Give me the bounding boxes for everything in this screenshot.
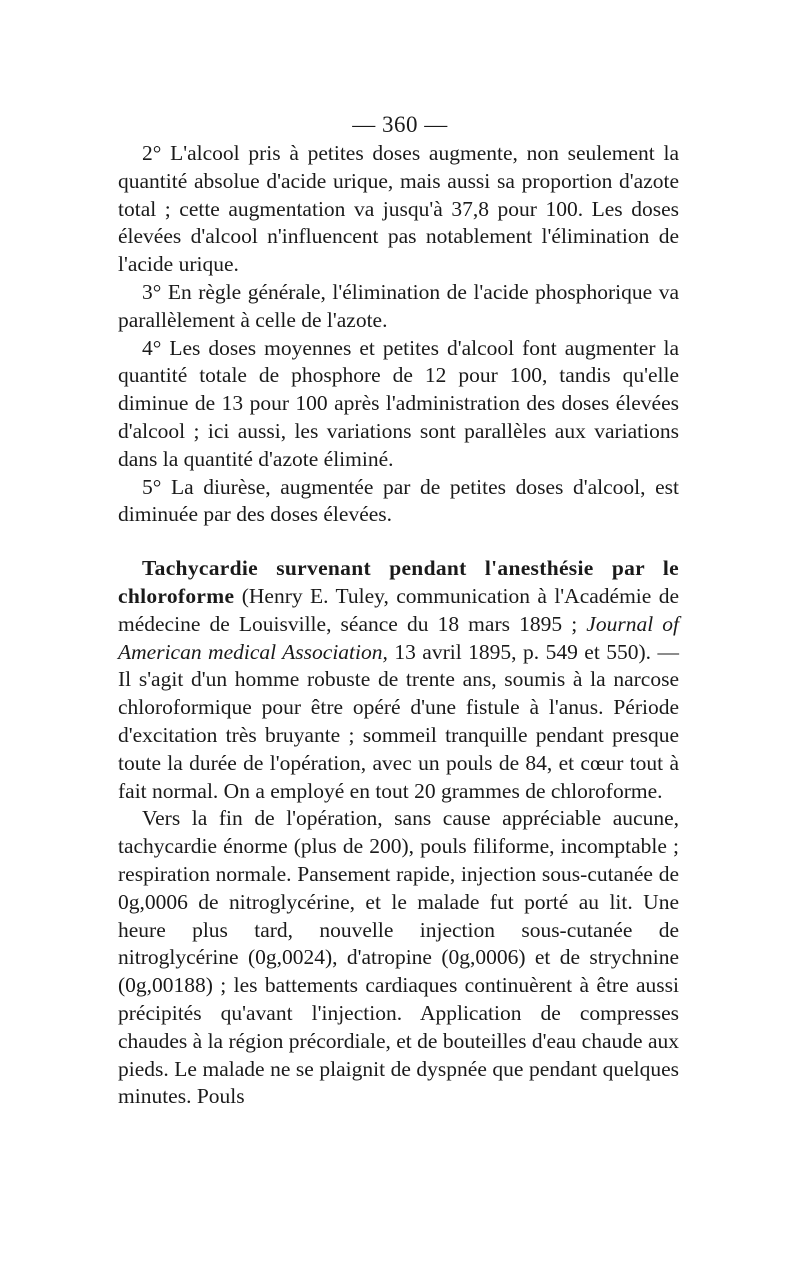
article-paragraph: [118, 555, 679, 805]
conclusion-3: 3° En règle générale, l'élimination de l'acide phosphorique va parallèlement à celle de l'azote.: [118, 279, 679, 332]
conclusion-4: 4° Les doses moyennes et petites d'alcool font augmenter la quantité totale de phosphore de 12 pour 100, tandis qu'elle diminue de 13 pour 100 après l'administration des doses élevées d'alcool ; ici aussi, les variations sont parallèles aux variations dans la quantité d'azote éliminé.: [118, 335, 679, 471]
article-heading: Tachycardie survenant pendant l'anesthésie par le chloroforme: [118, 556, 679, 608]
journal-title: Journal of American medical Association,: [118, 611, 679, 664]
conclusion-2: 2° L'alcool pris à petites doses augmente, non seulement la quantité absolue d'acide urique, mais aussi sa proportion d'azote total ; cette augmentation va jusqu'à 37,8 pour 100. Les doses élevées d'alcool n'influencent pas notablement l'élimination de l'acide urique.: [118, 141, 679, 277]
case-continuation: Vers la fin de l'opération, sans cause appréciable aucune, tachycardie énorme (plus de 200), pouls filiforme, incomptable ; respiration normale. Pansement rapide, injection sous-cutanée de 0g,0006 de nitroglycérine, et le malade fut porté au lit. Une heure plus tard, nouvelle injection sous-cutanée de nitroglycérine (0g,0024), d'atropine (0g,0006) et de strychnine (0g,00188) ; les battements cardiaques continuèrent à être aussi précipités qu'avant l'injection. Application de compresses chaudes à la région précordiale, et de bouteilles d'eau chaude aux pieds. Le malade ne se plaignit de dyspnée que pendant quelques minutes. Pouls: [118, 806, 679, 1109]
page-number: — 360 —: [352, 112, 448, 137]
body-text: [118, 140, 679, 1111]
conclusion-5: 5° La diurèse, augmentée par de petites doses d'alcool, est diminuée par des doses élevées.: [118, 474, 679, 527]
article-citation: (Henry E. Tuley, communication à l'Académie de médecine de Louisville, séance du 18 mars 1895 ;: [118, 583, 679, 636]
case-description: 13 avril 1895, p. 549 et 550). — Il s'agit d'un homme robuste de trente ans, soumis à la narcose chloroformique pour être opéré d'une fistule à l'anus. Période d'excitation très bruyante ; sommeil tranquille pendant presque toute la durée de l'opération, avec un pouls de 84, et cœur tout à fait normal. On a employé en tout 20 grammes de chloroforme.: [118, 639, 680, 803]
